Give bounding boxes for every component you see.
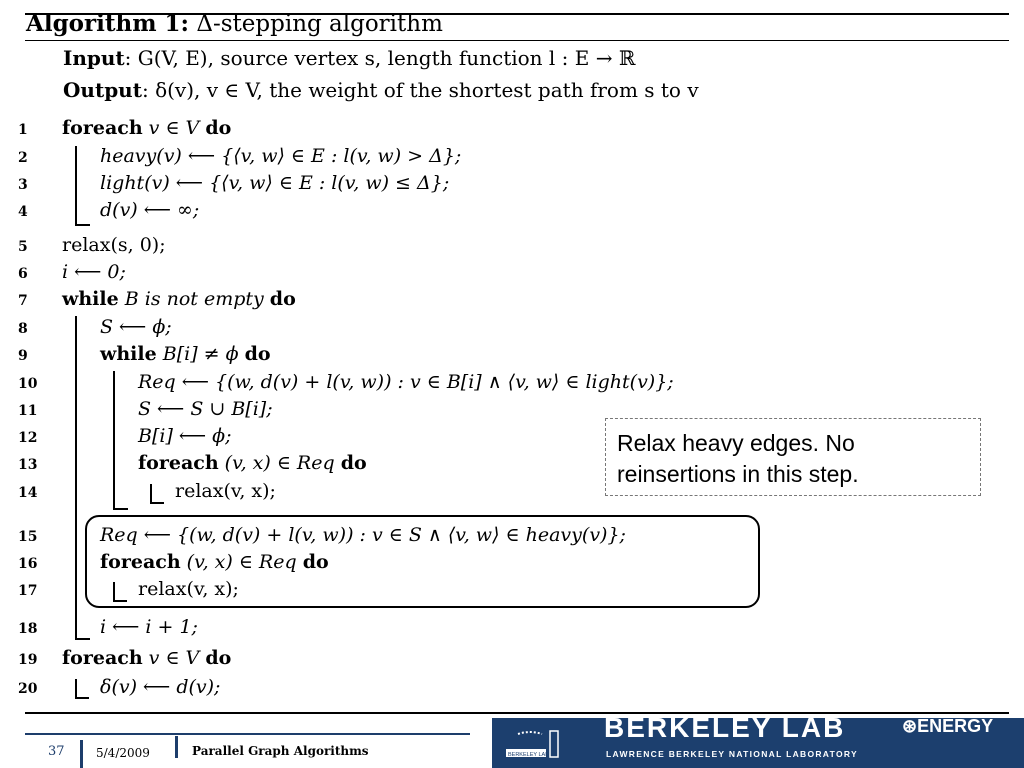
footer-title: Parallel Graph Algorithms (192, 744, 369, 758)
output-line (63, 78, 699, 102)
indent-bar-foreach-20 (75, 679, 77, 697)
line-number: 1 (18, 122, 28, 138)
line-code: while B[i] ≠ ϕ do (100, 343, 271, 365)
line-number: 13 (18, 457, 38, 473)
algorithm-label: Algorithm 1: (26, 10, 190, 37)
input-label: Input (63, 46, 125, 70)
line-code: Req ⟵ {(w, d(v) + l(v, w)) : v ∈ S ∧ ⟨v, w⟩ ∈ heavy(v)}; (100, 524, 626, 546)
line-code: δ(v) ⟵ d(v); (100, 676, 221, 698)
footer-separator (175, 736, 178, 758)
indent-bar-foreach-1 (75, 146, 77, 224)
line-number: 7 (18, 293, 28, 309)
line-number: 17 (18, 583, 38, 599)
line-number: 5 (18, 239, 28, 255)
line-code: heavy(v) ⟵ {⟨v, w⟩ ∈ E : l(v, w) > Δ}; (100, 145, 462, 167)
logo-name: BERKELEY LAB (604, 718, 846, 743)
input-line (63, 46, 635, 70)
energy-text: ENERGY (917, 718, 994, 736)
line-number: 2 (18, 150, 28, 166)
indent-bar-while-outer (75, 316, 77, 638)
svg-text:BERKELEY LAB: BERKELEY LAB (508, 752, 549, 758)
indent-foot-foreach-14 (150, 502, 164, 504)
line-number: 15 (18, 529, 38, 545)
line-code: S ⟵ S ∪ B[i]; (138, 398, 273, 420)
line-number: 16 (18, 556, 38, 572)
bottom-rule (25, 712, 1009, 714)
input-text: : G(V, E), source vertex s, length function l : E → ℝ (124, 46, 636, 70)
line-number: 19 (18, 652, 38, 668)
algorithm-title (26, 10, 443, 37)
line-number: 12 (18, 430, 38, 446)
indent-foot-while-inner (113, 508, 128, 510)
line-code: d(v) ⟵ ∞; (100, 199, 200, 221)
line-number: 8 (18, 321, 28, 337)
line-code: foreach (v, x) ∈ Req do (100, 551, 329, 573)
line-code: foreach v ∈ V do (62, 117, 232, 139)
energy-logo (902, 718, 993, 737)
berkeley-lab-mark-icon (504, 728, 564, 760)
algorithm-name: Δ-stepping algorithm (196, 11, 443, 37)
line-number: 18 (18, 621, 38, 637)
line-code: foreach v ∈ V do (62, 647, 232, 669)
slide-number: 37 (48, 744, 65, 759)
output-text: : δ(v), v ∈ V, the weight of the shortest path from s to v (141, 78, 699, 102)
footer-date: 5/4/2009 (96, 746, 150, 760)
indent-foot-foreach-1 (75, 224, 90, 226)
line-code: while B is not empty do (62, 288, 296, 310)
line-code: relax(v, x); (138, 578, 239, 600)
line-number: 20 (18, 681, 38, 697)
line-code: foreach (v, x) ∈ Req do (138, 452, 367, 474)
indent-foot-foreach-20 (75, 697, 89, 699)
line-code: relax(v, x); (175, 480, 276, 502)
line-number: 10 (18, 376, 38, 392)
line-code: i ⟵ i + 1; (100, 616, 198, 638)
line-number: 6 (18, 266, 28, 282)
line-number: 11 (18, 403, 38, 419)
line-code: light(v) ⟵ {⟨v, w⟩ ∈ E : l(v, w) ≤ Δ}; (100, 172, 450, 194)
callout-note: Relax heavy edges. No reinsertions in this step. (605, 418, 981, 496)
footer-separator (80, 740, 83, 768)
indent-bar-foreach-14 (150, 484, 152, 502)
heavy-edges-highlight-box (85, 515, 760, 608)
line-code: relax(s, 0); (62, 234, 166, 256)
line-code: i ⟵ 0; (62, 261, 126, 283)
line-number: 9 (18, 348, 28, 364)
line-number: 14 (18, 485, 38, 501)
line-code: B[i] ⟵ ϕ; (138, 425, 232, 447)
line-number: 3 (18, 177, 28, 193)
line-code: Req ⟵ {(w, d(v) + l(v, w)) : v ∈ B[i] ∧ ⟨v, w⟩ ∈ light(v)}; (138, 371, 674, 393)
berkeley-lab-logo (492, 718, 1024, 768)
line-code: S ⟵ ϕ; (100, 316, 172, 338)
footer-rule (25, 733, 470, 735)
title-rule (25, 40, 1009, 41)
output-label: Output (63, 78, 142, 102)
indent-bar-while-inner (113, 371, 115, 508)
energy-swirl-icon: ⊛ (902, 718, 918, 736)
line-number: 4 (18, 204, 28, 220)
logo-subtitle: LAWRENCE BERKELEY NATIONAL LABORATORY (606, 749, 858, 759)
indent-foot-while-outer (75, 638, 90, 640)
